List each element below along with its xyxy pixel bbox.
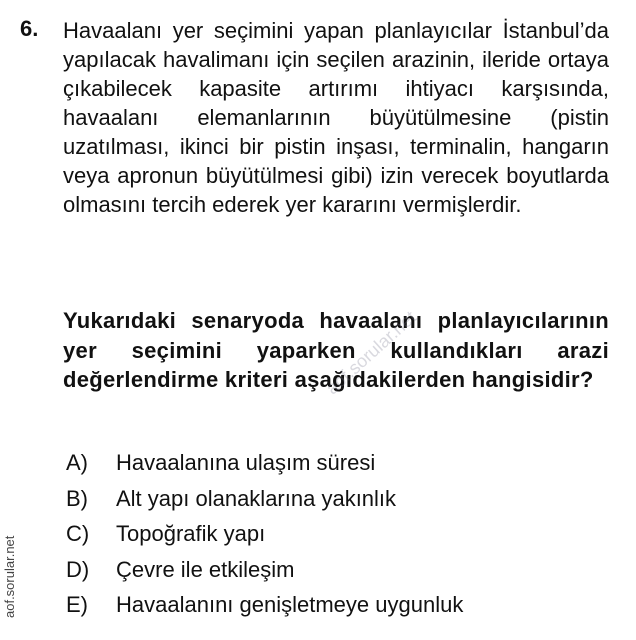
question-prompt: Yukarıdaki senaryoda havaalanı planlayıcılarının yer seçimini yaparken kullandıkları arazi değerlendirme kriteri aşağıdakilerden hangisidir?	[63, 308, 609, 392]
answer-options	[66, 445, 606, 623]
option-c[interactable]	[66, 516, 606, 552]
option-b[interactable]	[66, 481, 606, 517]
option-text: Alt yapı olanaklarına yakınlık	[116, 485, 397, 511]
option-text: Çevre ile etkileşim	[116, 556, 295, 582]
option-a[interactable]	[66, 445, 606, 481]
watermark: aof.sorular.net	[321, 307, 421, 399]
option-text: Havaalanını genişletmeye uygunluk	[116, 592, 464, 617]
option-text: Havaalanına ulaşım süresi	[116, 450, 376, 475]
question-stem: Havaalanı yer seçimini yapan planlayıcılar İstanbul’da yapılacak havalimanı için seçilen arazinin, ileride ortaya çıkabilecek kapasite artırımı ihtiyacı karşısında, havaalanı elemanlarının büyütülmesine (pistin uzatılması, ikinci bir pistin inşası, terminalin, hangarın veya apronun büyütülmesi gibi) izin verecek boyutlarda olmasını tercih ederek yer kararını vermişlerdir.	[63, 18, 609, 217]
question-number: 6.	[20, 16, 39, 41]
option-d[interactable]	[66, 552, 606, 588]
option-letter: A)	[66, 450, 88, 475]
option-text: Topoğrafik yapı	[116, 521, 266, 546]
side-watermark: aof.sorular.net	[2, 535, 17, 618]
option-letter: B)	[66, 485, 88, 511]
option-letter: D)	[66, 556, 90, 582]
option-letter: C)	[66, 521, 90, 546]
option-letter: E)	[66, 592, 88, 617]
option-e[interactable]	[66, 587, 606, 623]
